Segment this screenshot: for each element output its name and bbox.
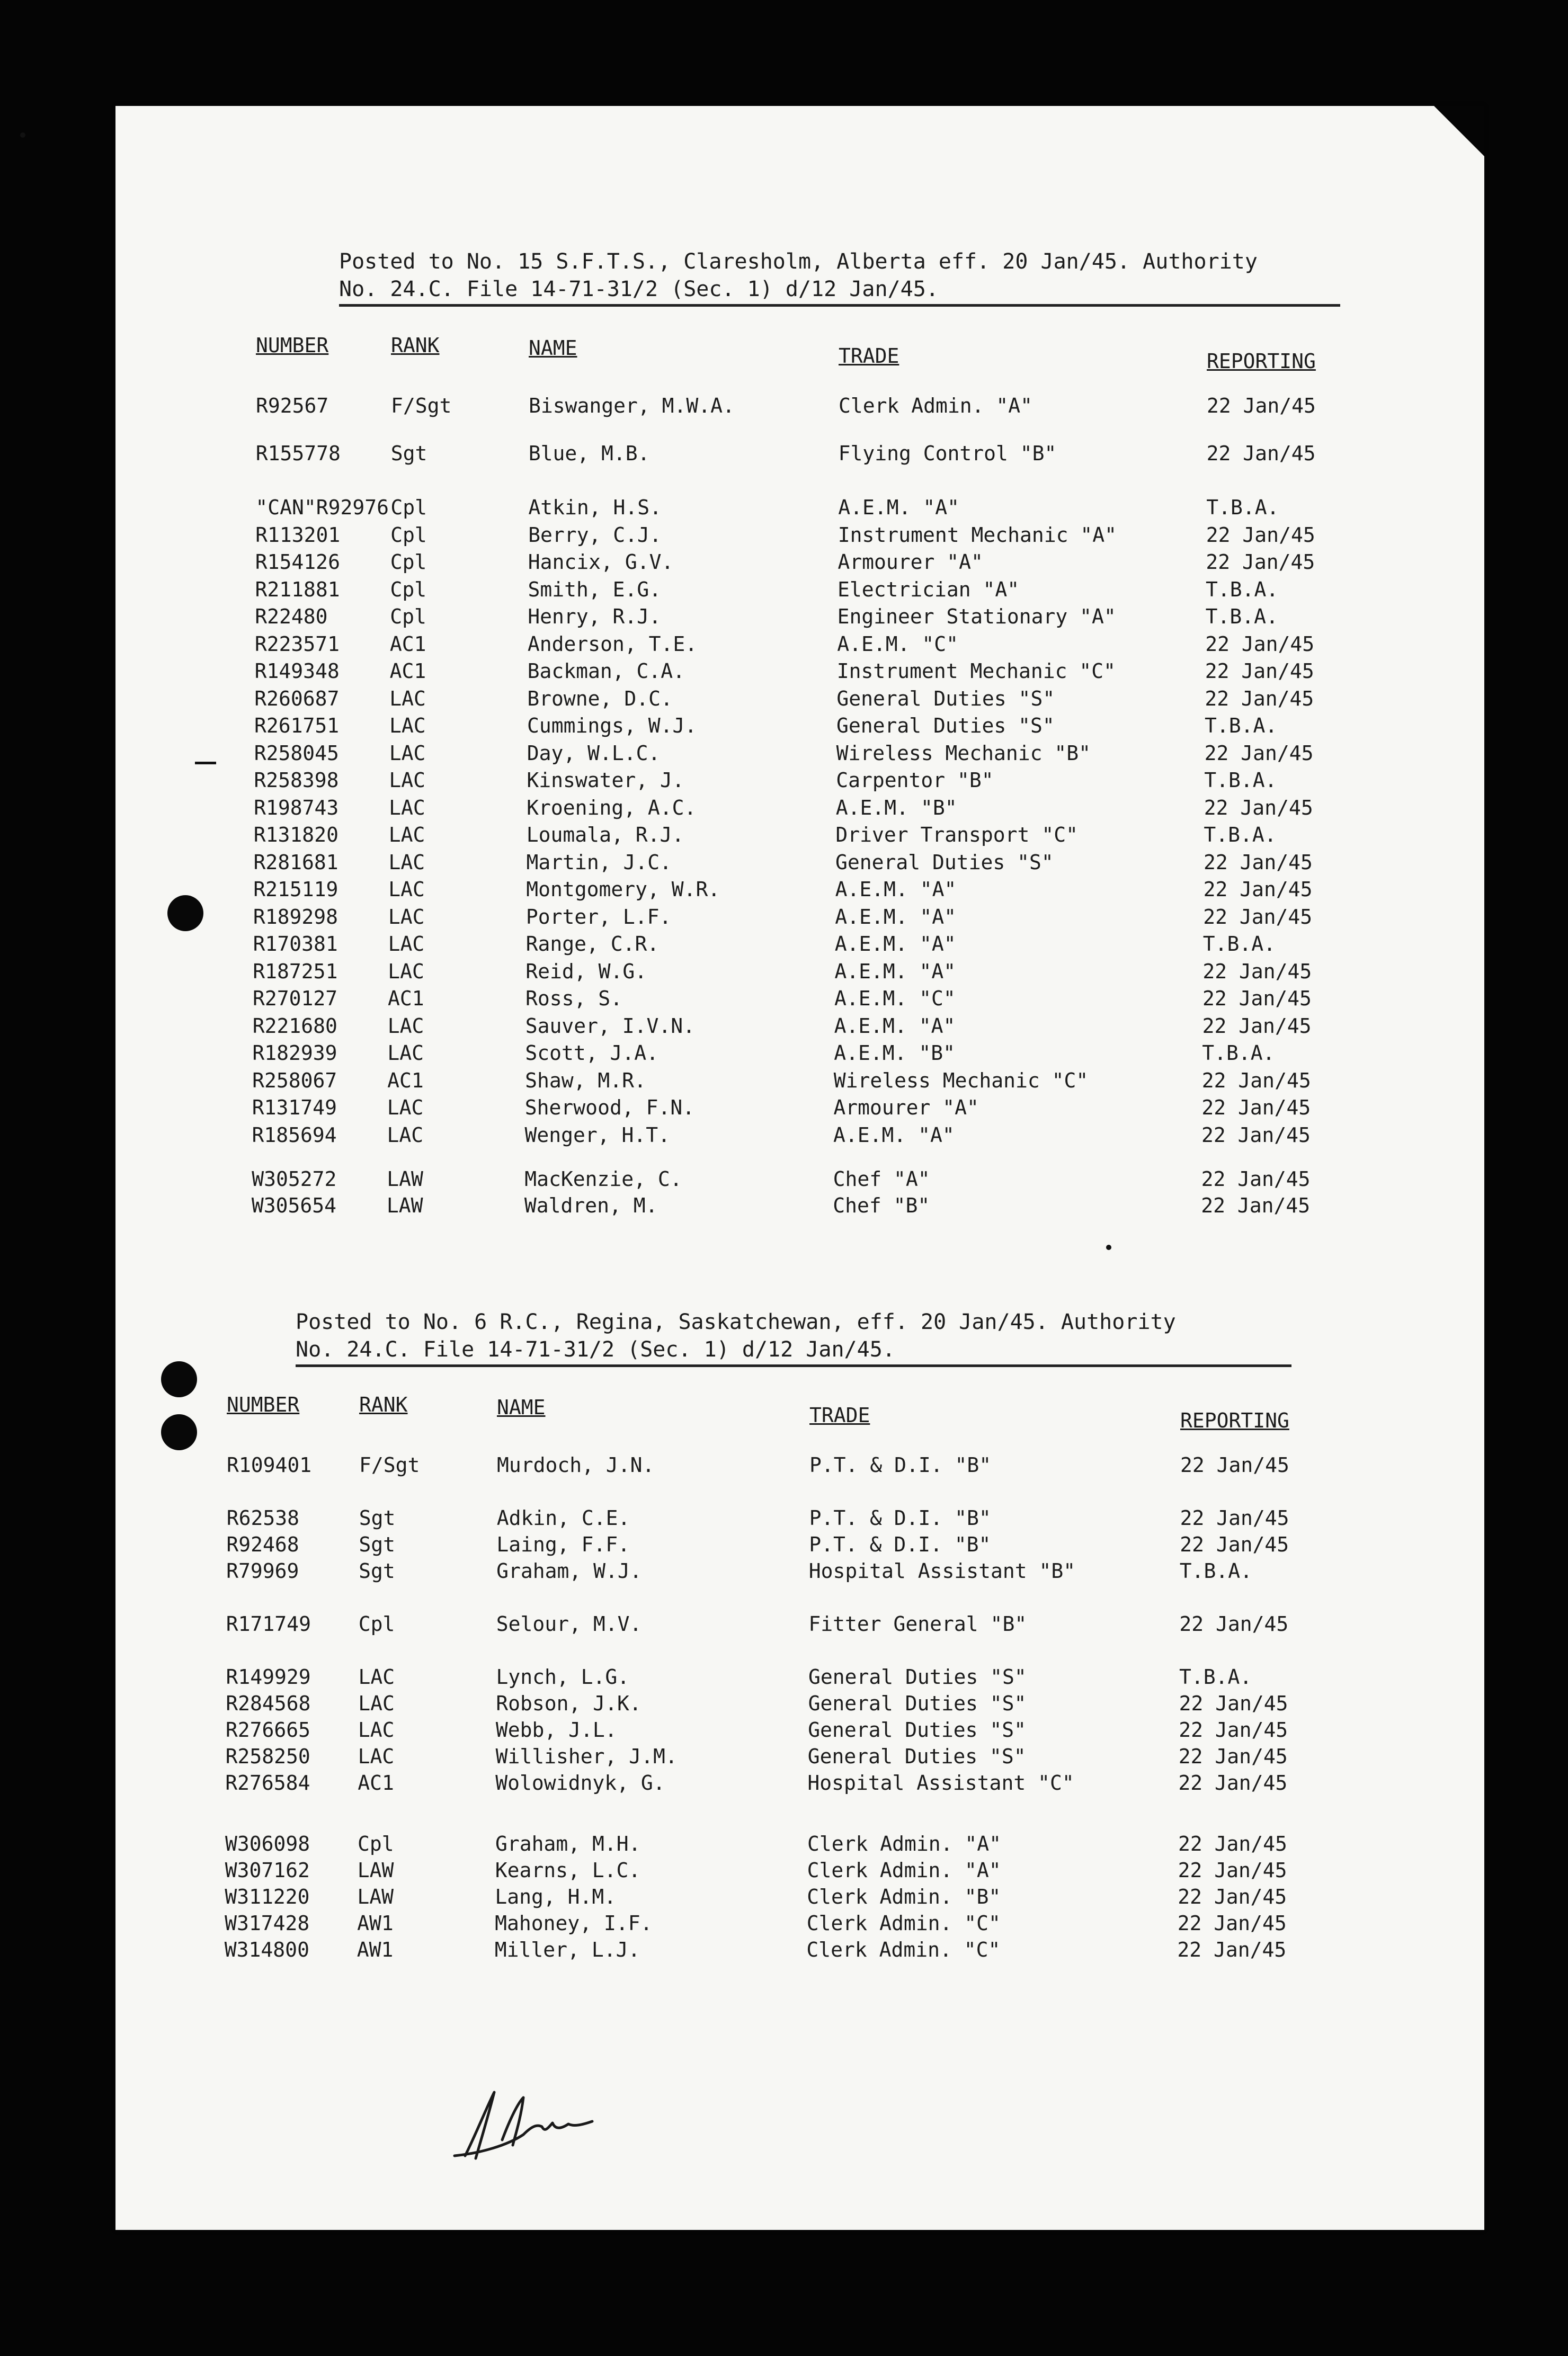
cell-rank: LAC bbox=[358, 1692, 395, 1715]
cell-name: Range, C.R. bbox=[525, 932, 660, 956]
cell-trade: P.T. & D.I. "B" bbox=[809, 1506, 991, 1530]
section2-col-trade: TRADE bbox=[809, 1404, 870, 1427]
punch-hole bbox=[161, 1414, 197, 1450]
cell-number: R109401 bbox=[227, 1453, 312, 1477]
cell-number: W306098 bbox=[225, 1832, 310, 1855]
cell-name: Kroening, A.C. bbox=[527, 796, 697, 819]
cell-number: W311220 bbox=[225, 1885, 310, 1908]
cell-number: R155778 bbox=[255, 442, 341, 465]
cell-name: Hancix, G.V. bbox=[528, 550, 674, 574]
cell-rank: Cpl bbox=[390, 550, 427, 574]
table-row bbox=[115, 1121, 1484, 1149]
cell-reporting: 22 Jan/45 bbox=[1206, 550, 1315, 574]
cell-name: Scott, J.A. bbox=[525, 1041, 659, 1065]
cell-name: Mahoney, I.F. bbox=[495, 1912, 653, 1935]
cell-rank: LAC bbox=[387, 1096, 424, 1119]
cell-rank: LAC bbox=[388, 960, 424, 983]
table-row bbox=[115, 1690, 1484, 1717]
cell-name: Sherwood, F.N. bbox=[524, 1096, 695, 1119]
table-row bbox=[115, 521, 1484, 549]
table-row bbox=[115, 1936, 1484, 1964]
cell-number: W305654 bbox=[251, 1194, 337, 1217]
table-row bbox=[115, 794, 1484, 822]
cell-number: R182939 bbox=[252, 1041, 337, 1065]
cell-rank: AW1 bbox=[357, 1938, 394, 1961]
cell-name: Kearns, L.C. bbox=[495, 1859, 641, 1882]
cell-reporting: 22 Jan/45 bbox=[1177, 1938, 1287, 1961]
cell-rank: LAC bbox=[388, 851, 425, 874]
table-row bbox=[115, 1504, 1484, 1532]
cell-trade: Flying Control "B" bbox=[838, 442, 1057, 465]
section1-col-reporting: REPORTING bbox=[1207, 350, 1316, 373]
cell-reporting: T.B.A. bbox=[1179, 1665, 1252, 1689]
cell-rank: LAC bbox=[388, 823, 425, 846]
table-row bbox=[115, 494, 1484, 521]
cell-name: Robson, J.K. bbox=[496, 1692, 642, 1715]
cell-trade: General Duties "S" bbox=[808, 1692, 1027, 1715]
cell-reporting: T.B.A. bbox=[1204, 823, 1277, 846]
section1-heading-line1: Posted to No. 15 S.F.T.S., Claresholm, Alberta eff. 20 Jan/45. Authority bbox=[339, 249, 1258, 274]
cell-name: Smith, E.G. bbox=[528, 578, 662, 601]
cell-number: R171749 bbox=[226, 1612, 311, 1636]
cell-number: R149348 bbox=[254, 659, 340, 683]
cell-trade: Armourer "A" bbox=[833, 1096, 979, 1119]
cell-reporting: 22 Jan/45 bbox=[1178, 1832, 1287, 1855]
cell-rank: AW1 bbox=[357, 1912, 394, 1935]
cell-number: R258067 bbox=[252, 1069, 337, 1092]
table-row bbox=[115, 548, 1484, 576]
cell-reporting: 22 Jan/45 bbox=[1178, 1771, 1288, 1795]
cell-rank: LAC bbox=[387, 1014, 424, 1038]
cell-reporting: 22 Jan/45 bbox=[1179, 1692, 1288, 1715]
cell-number: R221680 bbox=[252, 1014, 337, 1038]
cell-trade: Wireless Mechanic "B" bbox=[836, 742, 1091, 765]
cell-rank: AC1 bbox=[389, 659, 426, 683]
cell-number: R187251 bbox=[253, 960, 338, 983]
cell-rank: Sgt bbox=[359, 1559, 395, 1583]
cell-reporting: T.B.A. bbox=[1206, 496, 1279, 519]
cell-rank: Cpl bbox=[390, 605, 426, 628]
cell-rank: LAW bbox=[357, 1885, 394, 1908]
table-row bbox=[115, 903, 1484, 931]
table-row bbox=[115, 712, 1484, 739]
cell-number: R276665 bbox=[225, 1718, 311, 1742]
cell-rank: LAC bbox=[389, 687, 426, 710]
section2-col-rank: RANK bbox=[359, 1393, 408, 1416]
cell-reporting: 22 Jan/45 bbox=[1201, 1123, 1311, 1147]
cell-name: Graham, M.H. bbox=[495, 1832, 641, 1855]
table-row bbox=[115, 1857, 1484, 1884]
cell-number: R261751 bbox=[254, 714, 340, 737]
cell-reporting: 22 Jan/45 bbox=[1204, 851, 1313, 874]
section1-col-name: NAME bbox=[529, 336, 577, 360]
cell-rank: LAW bbox=[386, 1194, 423, 1217]
cell-reporting: 22 Jan/45 bbox=[1201, 1194, 1311, 1217]
cell-name: Miller, L.J. bbox=[494, 1938, 640, 1961]
document-page bbox=[115, 106, 1484, 2230]
cell-name: Adkin, C.E. bbox=[496, 1506, 630, 1530]
table-row bbox=[115, 1012, 1484, 1040]
cell-trade: P.T. & D.I. "B" bbox=[809, 1453, 992, 1477]
cell-rank: F/Sgt bbox=[391, 394, 452, 417]
cell-reporting: 22 Jan/45 bbox=[1177, 1912, 1287, 1935]
table-row bbox=[115, 1094, 1484, 1121]
cell-rank: Cpl bbox=[390, 578, 427, 601]
cell-number: R189298 bbox=[253, 905, 338, 929]
cell-reporting: 22 Jan/45 bbox=[1180, 1453, 1289, 1477]
cell-trade: Clerk Admin. "A" bbox=[807, 1859, 1001, 1882]
cell-name: Willisher, J.M. bbox=[495, 1745, 678, 1768]
table-row bbox=[115, 1165, 1484, 1193]
cell-name: Laing, F.F. bbox=[496, 1533, 630, 1556]
cell-trade: A.E.M. "A" bbox=[835, 878, 957, 901]
table-row bbox=[115, 930, 1484, 958]
cell-reporting: 22 Jan/45 bbox=[1180, 1533, 1289, 1556]
cell-reporting: 22 Jan/45 bbox=[1202, 960, 1312, 983]
cell-number: R154126 bbox=[255, 550, 340, 574]
cell-number: R215119 bbox=[253, 878, 338, 901]
cell-rank: Cpl bbox=[390, 523, 427, 547]
cell-reporting: 22 Jan/45 bbox=[1179, 1612, 1289, 1636]
table-row bbox=[115, 576, 1484, 603]
table-row bbox=[115, 1531, 1484, 1558]
table-row bbox=[115, 1830, 1484, 1858]
cell-reporting: 22 Jan/45 bbox=[1206, 523, 1315, 547]
cell-number: R270127 bbox=[253, 987, 338, 1010]
cell-number: "CAN"R92976 bbox=[255, 496, 389, 519]
cell-name: Loumala, R.J. bbox=[526, 823, 684, 846]
cell-trade: Instrument Mechanic "C" bbox=[836, 659, 1116, 683]
table-row bbox=[115, 849, 1484, 876]
cell-number: R79969 bbox=[226, 1559, 299, 1583]
table-row bbox=[115, 630, 1484, 658]
cell-number: R258250 bbox=[225, 1745, 310, 1768]
cell-rank: AC1 bbox=[389, 632, 426, 656]
cell-trade: A.E.M. "A" bbox=[834, 932, 956, 956]
cell-trade: General Duties "S" bbox=[836, 714, 1055, 737]
cell-name: Reid, W.G. bbox=[525, 960, 647, 983]
section2-heading-line1: Posted to No. 6 R.C., Regina, Saskatchewan, eff. 20 Jan/45. Authority bbox=[296, 1310, 1176, 1334]
table-row bbox=[115, 603, 1484, 630]
cell-reporting: 22 Jan/45 bbox=[1206, 442, 1316, 465]
cell-name: Graham, W.J. bbox=[496, 1559, 642, 1583]
cell-reporting: 22 Jan/45 bbox=[1203, 878, 1313, 901]
cell-trade: A.E.M. "C" bbox=[837, 632, 958, 656]
cell-number: W305272 bbox=[252, 1167, 337, 1191]
cell-reporting: 22 Jan/45 bbox=[1180, 1506, 1289, 1530]
table-row bbox=[115, 440, 1484, 467]
table-row bbox=[115, 1067, 1484, 1094]
cell-name: Lang, H.M. bbox=[495, 1885, 617, 1908]
cell-number: R131820 bbox=[253, 823, 338, 846]
table-row bbox=[115, 1039, 1484, 1067]
cell-name: Ross, S. bbox=[525, 987, 623, 1010]
cell-name: Montgomery, W.R. bbox=[526, 878, 720, 901]
handwritten-signature bbox=[444, 2076, 613, 2166]
cell-trade: Hospital Assistant "B" bbox=[808, 1559, 1076, 1583]
cell-trade: General Duties "S" bbox=[808, 1718, 1026, 1742]
cell-trade: Clerk Admin. "C" bbox=[806, 1938, 1001, 1961]
cell-trade: General Duties "S" bbox=[836, 687, 1055, 710]
cell-reporting: T.B.A. bbox=[1206, 578, 1279, 601]
cell-rank: AC1 bbox=[358, 1771, 394, 1795]
cell-reporting: 22 Jan/45 bbox=[1205, 687, 1314, 710]
section1-col-rank: RANK bbox=[391, 334, 440, 357]
cell-trade: Carpentor "B" bbox=[836, 769, 994, 792]
cell-trade: Engineer Stationary "A" bbox=[837, 605, 1116, 628]
cell-trade: Chef "A" bbox=[833, 1167, 930, 1191]
cell-name: Wolowidnyk, G. bbox=[495, 1771, 665, 1795]
cell-name: Henry, R.J. bbox=[528, 605, 661, 628]
table-row bbox=[115, 685, 1484, 712]
cell-trade: A.E.M. "C" bbox=[834, 987, 956, 1010]
cell-reporting: 22 Jan/45 bbox=[1201, 1096, 1311, 1119]
table-row bbox=[115, 766, 1484, 794]
table-row bbox=[115, 1909, 1484, 1937]
cell-name: Wenger, H.T. bbox=[524, 1123, 671, 1147]
cell-rank: LAC bbox=[389, 742, 426, 765]
cell-rank: LAC bbox=[388, 932, 425, 956]
cell-name: Biswanger, M.W.A. bbox=[529, 394, 735, 417]
cell-trade: General Duties "S" bbox=[807, 1745, 1026, 1768]
table-row bbox=[115, 1610, 1484, 1638]
table-row bbox=[115, 1769, 1484, 1797]
cell-rank: Cpl bbox=[358, 1832, 394, 1855]
cell-number: W317428 bbox=[225, 1912, 310, 1935]
cell-trade: Fitter General "B" bbox=[808, 1612, 1027, 1636]
cell-rank: LAC bbox=[358, 1718, 395, 1742]
cell-name: Selour, M.V. bbox=[496, 1612, 642, 1636]
cell-reporting: 22 Jan/45 bbox=[1179, 1718, 1288, 1742]
table-row bbox=[115, 985, 1484, 1012]
table-row bbox=[115, 1192, 1484, 1219]
cell-rank: LAC bbox=[387, 1041, 424, 1065]
cell-number: R211881 bbox=[255, 578, 340, 601]
cell-name: Atkin, H.S. bbox=[528, 496, 662, 519]
cell-rank: LAC bbox=[388, 878, 425, 901]
cell-reporting: 22 Jan/45 bbox=[1202, 987, 1312, 1010]
table-row bbox=[115, 1451, 1484, 1479]
cell-trade: A.E.M. "A" bbox=[834, 960, 956, 983]
cell-reporting: 22 Jan/45 bbox=[1204, 742, 1314, 765]
cell-rank: LAC bbox=[358, 1745, 395, 1768]
cell-number: R284568 bbox=[226, 1692, 311, 1715]
torn-corner bbox=[1434, 106, 1484, 156]
cell-name: Day, W.L.C. bbox=[527, 742, 661, 765]
cell-trade: Armourer "A" bbox=[838, 550, 983, 574]
cell-rank: Cpl bbox=[358, 1612, 395, 1636]
section1-heading-line2: No. 24.C. File 14-71-31/2 (Sec. 1) d/12 Jan/45. bbox=[339, 277, 939, 301]
section1-heading-underline bbox=[339, 304, 1340, 307]
cell-name: Cummings, W.J. bbox=[527, 714, 697, 737]
cell-reporting: 22 Jan/45 bbox=[1202, 1014, 1312, 1038]
section2-col-reporting: REPORTING bbox=[1180, 1409, 1289, 1432]
table-row bbox=[115, 739, 1484, 767]
cell-rank: Sgt bbox=[359, 1533, 396, 1556]
cell-reporting: 22 Jan/45 bbox=[1178, 1745, 1288, 1768]
cell-rank: Cpl bbox=[390, 496, 427, 519]
cell-name: Murdoch, J.N. bbox=[497, 1453, 655, 1477]
cell-rank: Sgt bbox=[359, 1506, 396, 1530]
cell-reporting: 22 Jan/45 bbox=[1201, 1069, 1311, 1092]
cell-number: R170381 bbox=[253, 932, 338, 956]
cell-trade: A.E.M. "A" bbox=[835, 905, 956, 929]
cell-name: Shaw, M.R. bbox=[525, 1069, 646, 1092]
cell-rank: Sgt bbox=[390, 442, 427, 465]
table-row bbox=[115, 1557, 1484, 1585]
cell-reporting: T.B.A. bbox=[1202, 932, 1276, 956]
cell-name: Lynch, L.G. bbox=[496, 1665, 630, 1689]
cell-number: R281681 bbox=[253, 851, 338, 874]
cell-number: R260687 bbox=[254, 687, 340, 710]
cell-name: Blue, M.B. bbox=[528, 442, 650, 465]
cell-reporting: 22 Jan/45 bbox=[1204, 796, 1313, 819]
cell-number: R223571 bbox=[254, 632, 340, 656]
cell-rank: AC1 bbox=[388, 987, 424, 1010]
cell-trade: Driver Transport "C" bbox=[835, 823, 1078, 846]
cell-reporting: 22 Jan/45 bbox=[1205, 632, 1315, 656]
cell-trade: Instrument Mechanic "A" bbox=[838, 523, 1117, 547]
cell-rank: LAC bbox=[389, 769, 426, 792]
cell-trade: Hospital Assistant "C" bbox=[807, 1771, 1074, 1795]
cell-rank: AC1 bbox=[387, 1069, 424, 1092]
table-row bbox=[115, 1716, 1484, 1744]
table-row bbox=[115, 876, 1484, 903]
cell-trade: General Duties "S" bbox=[835, 851, 1054, 874]
cell-rank: F/Sgt bbox=[359, 1453, 420, 1477]
cell-reporting: T.B.A. bbox=[1205, 714, 1278, 737]
cell-reporting: T.B.A. bbox=[1204, 769, 1277, 792]
section2-col-number: NUMBER bbox=[227, 1393, 300, 1416]
cell-trade: Clerk Admin. "A" bbox=[807, 1832, 1002, 1855]
cell-reporting: 22 Jan/45 bbox=[1203, 905, 1313, 929]
cell-name: MacKenzie, C. bbox=[524, 1167, 682, 1191]
table-row bbox=[115, 821, 1484, 849]
cell-reporting: 22 Jan/45 bbox=[1201, 1167, 1311, 1191]
cell-rank: LAC bbox=[387, 1123, 424, 1147]
cell-number: R22480 bbox=[255, 605, 328, 628]
cell-number: W307162 bbox=[225, 1859, 310, 1882]
cell-name: Martin, J.C. bbox=[526, 851, 672, 874]
cell-rank: LAC bbox=[358, 1665, 395, 1689]
section1-col-number: NUMBER bbox=[256, 334, 329, 357]
cell-trade: Wireless Mechanic "C" bbox=[833, 1069, 1089, 1092]
cell-reporting: 22 Jan/45 bbox=[1205, 659, 1314, 683]
cell-reporting: 22 Jan/45 bbox=[1178, 1885, 1287, 1908]
cell-rank: LAC bbox=[389, 714, 426, 737]
cell-trade: A.E.M. "B" bbox=[834, 1041, 955, 1065]
cell-number: R62538 bbox=[226, 1506, 299, 1530]
cell-reporting: T.B.A. bbox=[1202, 1041, 1275, 1065]
cell-name: Porter, L.F. bbox=[525, 905, 672, 929]
section2-heading-underline bbox=[296, 1364, 1291, 1367]
cell-trade: General Duties "S" bbox=[808, 1665, 1027, 1689]
section2-col-name: NAME bbox=[497, 1396, 546, 1419]
cell-number: R185694 bbox=[252, 1123, 337, 1147]
cell-name: Webb, J.L. bbox=[495, 1718, 617, 1742]
cell-number: R198743 bbox=[254, 796, 339, 819]
cell-number: R276584 bbox=[225, 1771, 310, 1795]
speck bbox=[1106, 1245, 1111, 1250]
cell-trade: A.E.M. "B" bbox=[835, 796, 957, 819]
punch-hole bbox=[161, 1361, 197, 1397]
table-row bbox=[115, 1883, 1484, 1911]
table-row bbox=[115, 657, 1484, 685]
cell-trade: Clerk Admin. "C" bbox=[806, 1912, 1001, 1935]
cell-name: Browne, D.C. bbox=[527, 687, 673, 710]
cell-reporting: T.B.A. bbox=[1205, 605, 1278, 628]
cell-trade: P.T. & D.I. "B" bbox=[809, 1533, 991, 1556]
cell-name: Berry, C.J. bbox=[528, 523, 662, 547]
cell-rank: LAC bbox=[388, 905, 425, 929]
cell-number: R113201 bbox=[255, 523, 341, 547]
table-row bbox=[115, 1743, 1484, 1770]
cell-name: Sauver, I.V.N. bbox=[525, 1014, 695, 1038]
cell-trade: Clerk Admin. "B" bbox=[807, 1885, 1001, 1908]
cell-reporting: T.B.A. bbox=[1179, 1559, 1253, 1583]
cell-number: R131749 bbox=[252, 1096, 337, 1119]
table-row bbox=[115, 1663, 1484, 1691]
cell-trade: Electrician "A" bbox=[838, 578, 1020, 601]
cell-number: R149929 bbox=[226, 1665, 311, 1689]
cell-trade: A.E.M. "A" bbox=[834, 1014, 956, 1038]
cell-number: R258045 bbox=[254, 742, 339, 765]
cell-number: R92567 bbox=[256, 394, 329, 417]
cell-rank: LAW bbox=[387, 1167, 423, 1191]
cell-name: Backman, C.A. bbox=[527, 659, 685, 683]
cell-name: Anderson, T.E. bbox=[527, 632, 698, 656]
cell-reporting: 22 Jan/45 bbox=[1207, 394, 1316, 417]
section2-heading-line2: No. 24.C. File 14-71-31/2 (Sec. 1) d/12 Jan/45. bbox=[296, 1337, 895, 1362]
cell-number: R258398 bbox=[254, 769, 339, 792]
speck bbox=[20, 132, 25, 138]
cell-name: Kinswater, J. bbox=[527, 769, 684, 792]
cell-trade: Clerk Admin. "A" bbox=[839, 394, 1033, 417]
cell-name: Waldren, M. bbox=[524, 1194, 658, 1217]
cell-number: W314800 bbox=[224, 1938, 309, 1961]
cell-rank: LAC bbox=[389, 796, 425, 819]
cell-trade: A.E.M. "A" bbox=[838, 496, 959, 519]
table-row bbox=[115, 392, 1484, 420]
cell-trade: A.E.M. "A" bbox=[833, 1123, 955, 1147]
cell-number: R92468 bbox=[226, 1533, 299, 1556]
cell-reporting: 22 Jan/45 bbox=[1178, 1859, 1287, 1882]
table-row bbox=[115, 958, 1484, 985]
section1-col-trade: TRADE bbox=[839, 344, 899, 368]
cell-rank: LAW bbox=[357, 1859, 394, 1882]
cell-trade: Chef "B" bbox=[833, 1194, 930, 1217]
